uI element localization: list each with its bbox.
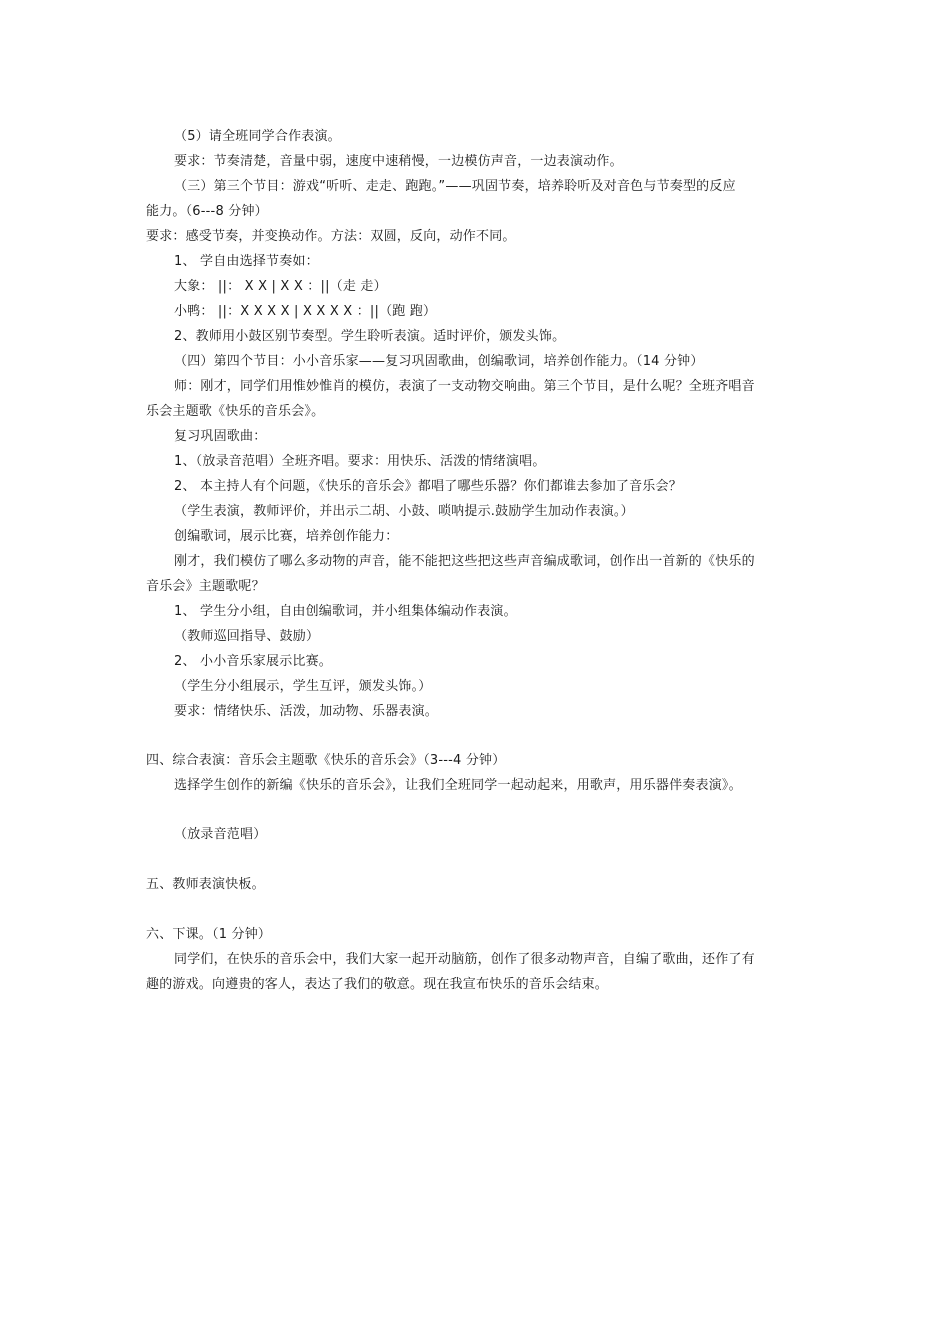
text-line: 2、 本主持人有个问题，《快乐的音乐会》都唱了哪些乐器？你们都谁去参加了音乐会？ — [174, 479, 682, 494]
text-line: 选择学生创作的新编《快乐的音乐会》，让我们全班同学一起动起来，用歌声，用乐器伴奏表演》。 — [174, 778, 742, 793]
text-line: （教师巡回指导、鼓励） — [174, 629, 320, 644]
text-line: 1、 学生分小组，自由创编歌词，并小组集体编动作表演。 — [174, 604, 517, 619]
section-heading: 六、下课。（1 分钟） — [146, 927, 272, 942]
text-line: 2、教师用小鼓区别节奏型。学生聆听表演。适时评价，颁发头饰。 — [174, 329, 566, 344]
section-heading: 五、教师表演快板。 — [146, 877, 265, 892]
text-line: （学生分小组展示，学生互评，颁发头饰。） — [174, 679, 432, 694]
section-heading: 四、综合表演：音乐会主题歌《快乐的音乐会》（3---4 分钟） — [146, 753, 506, 768]
text-line: 乐会主题歌《快乐的音乐会》。 — [146, 404, 325, 419]
text-line: 要求：情绪快乐、活泼，加动物、乐器表演。 — [174, 704, 439, 719]
rhythm-line-elephant: 大象： ||： X X | X X ：||（走 走） — [174, 279, 387, 294]
text-line: 2、 小小音乐家展示比赛。 — [174, 654, 333, 669]
text-line: 师：刚才，同学们用惟妙惟肖的模仿，表演了一支动物交响曲。第三个节目，是什么呢？全班齐唱音 — [174, 379, 755, 394]
text-line: 1、 学自由选择节奏如： — [174, 254, 319, 269]
text-line: 要求：感受节奏，并变换动作。方法：双圆，反向，动作不同。 — [146, 229, 516, 244]
text-line: 1、（放录音范唱）全班齐唱。要求：用快乐、活泼的情绪演唱。 — [174, 454, 546, 469]
text-line: （5）请全班同学合作表演。 — [174, 129, 341, 144]
text-line: 复习巩固歌曲： — [174, 429, 267, 444]
text-line: （三）第三个节目：游戏“听听、走走、跑跑。”——巩固节奏，培养聆听及对音色与节奏型的反应 — [174, 179, 736, 194]
text-line: 同学们，在快乐的音乐会中，我们大家一起开动脑筋，创作了很多动物声音，自编了歌曲，还作了有 — [174, 952, 755, 967]
text-line: 趣的游戏。向遵贵的客人，表达了我们的敬意。现在我宣布快乐的音乐会结束。 — [146, 977, 609, 992]
text-line: 创编歌词，展示比赛，培养创作能力： — [174, 529, 399, 544]
text-line: 能力。（6---8 分钟） — [146, 204, 268, 219]
text-line: 音乐会》主题歌呢？ — [146, 579, 265, 594]
text-line: （学生表演，教师评价，并出示二胡、小鼓、唢呐提示.鼓励学生加动作表演。） — [174, 504, 634, 519]
text-line: （四）第四个节目：小小音乐家——复习巩固歌曲，创编歌词，培养创作能力。（14 分钟） — [174, 354, 704, 369]
text-line: 刚才，我们模仿了哪么多动物的声音，能不能把这些把这些声音编成歌词，创作出一首新的《快乐的 — [174, 554, 755, 569]
text-line: 要求：节奏清楚，音量中弱，速度中速稍慢，一边模仿声音，一边表演动作。 — [174, 154, 623, 169]
rhythm-line-duck: 小鸭： ||：X X X X | X X X X ：||（跑 跑） — [174, 304, 437, 319]
text-line: （放录音范唱） — [174, 827, 267, 842]
